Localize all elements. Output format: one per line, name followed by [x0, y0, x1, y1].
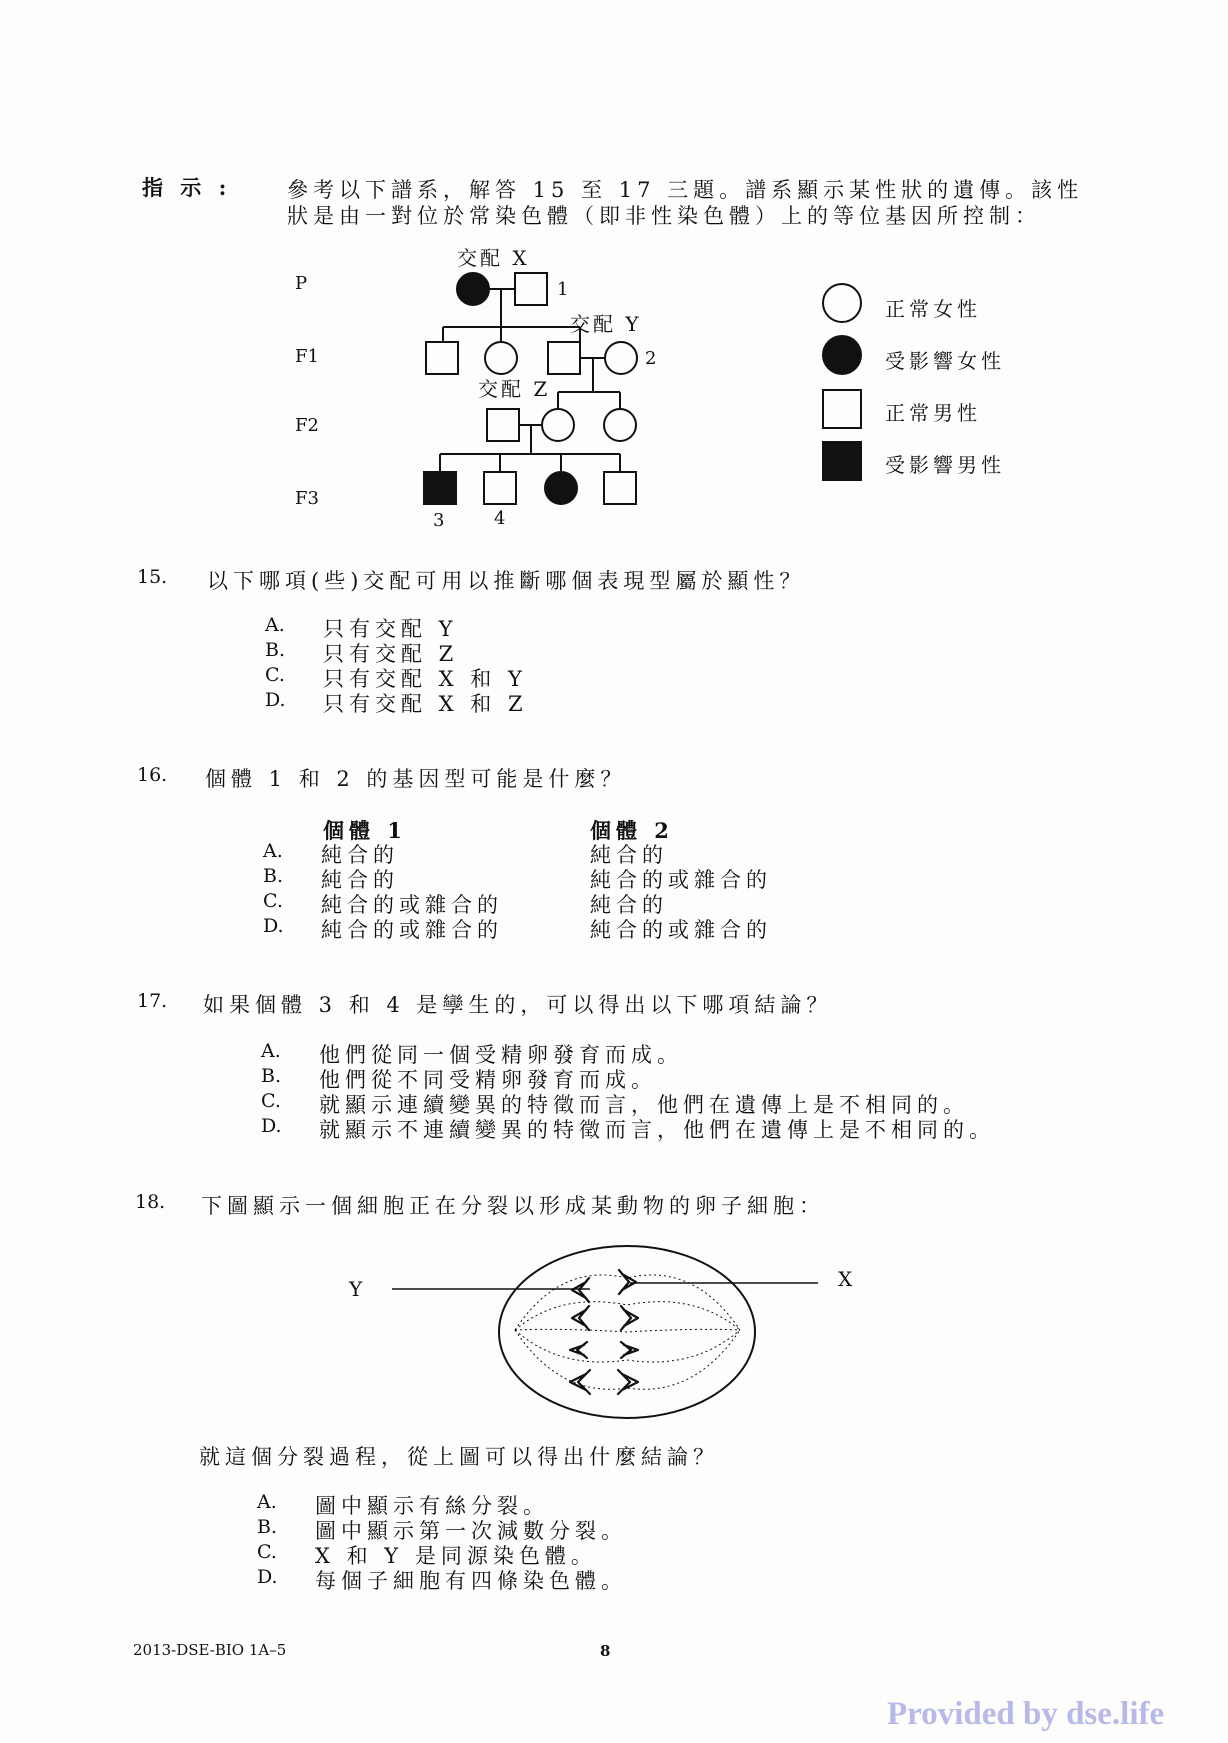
chromosome — [618, 1370, 638, 1394]
instruction-line-1: 參考以下譜系，解答 15 至 17 三題。譜系顯示某性狀的遺傳。該性 — [287, 178, 1084, 202]
q16-option-a-letter: A. — [263, 840, 283, 862]
q17-option-c: 就顯示連續變異的特徵而言，他們在遺傳上是不相同的。 — [319, 1093, 969, 1117]
chromosome — [570, 1342, 587, 1358]
q16-option-d-letter: D. — [263, 915, 284, 937]
chromosome — [621, 1342, 638, 1358]
q16-col1-header: 個體 1 — [323, 818, 407, 843]
legend-normal-female-symbol — [823, 284, 861, 322]
q15-option-b-letter: B. — [265, 639, 286, 661]
legend-normal-male-symbol — [823, 390, 861, 428]
q18-option-d-letter: D. — [257, 1566, 278, 1588]
q15-option-a-letter: A. — [265, 614, 285, 636]
q15-text: 以下哪項(些)交配可用以推斷哪個表現型屬於顯性？ — [207, 569, 806, 593]
f3-affected-female — [545, 472, 577, 504]
f2-normal-female-mating-z — [542, 409, 574, 441]
q18-option-d: 每個子細胞有四條染色體。 — [315, 1569, 627, 1593]
label-y: Y — [349, 1277, 363, 1301]
q17-text: 如果個體 3 和 4 是孿生的，可以得出以下哪項結論？ — [203, 993, 833, 1017]
f1-individual-2-normal-female — [605, 342, 637, 374]
f2-normal-male-mating-z — [487, 409, 519, 441]
instruction-line-2: 狀是由一對位於常染色體（即非性染色體）上的等位基因所控制： — [287, 204, 1041, 228]
q17-option-b-letter: B. — [261, 1065, 282, 1087]
q15-option-a: 只有交配 Y — [323, 617, 458, 641]
mating-x-label: 交配 X — [457, 246, 530, 270]
q17-option-b: 他們從不同受精卵發育而成。 — [319, 1068, 657, 1092]
generation-f2: F2 — [295, 415, 319, 436]
chromosomes — [570, 1270, 638, 1394]
chromosome — [621, 1306, 638, 1330]
q16-number: 16. — [137, 764, 168, 786]
individual-2-label: 2 — [645, 348, 657, 369]
spindle-fibres — [515, 1275, 740, 1389]
f1-normal-male — [426, 342, 458, 374]
f1-normal-male-mating-y — [548, 342, 580, 374]
q16-option-d-col2: 純合的或雜合的 — [590, 918, 772, 942]
q18-option-b-letter: B. — [257, 1516, 278, 1538]
chromosome — [570, 1370, 590, 1394]
chromosome — [572, 1306, 589, 1330]
label-x: X — [838, 1267, 853, 1291]
p-affected-female — [457, 273, 489, 305]
legend-affected-male-label: 受影響男性 — [885, 453, 1005, 477]
q15-number: 15. — [137, 566, 168, 588]
q15-option-c-letter: C. — [265, 664, 285, 686]
q16-option-b-col2: 純合的或雜合的 — [590, 868, 772, 892]
f3-individual-4-normal-male — [484, 472, 516, 504]
q17-number: 17. — [137, 990, 168, 1012]
q15-option-b: 只有交配 Z — [323, 642, 459, 666]
q18-option-a-letter: A. — [257, 1491, 277, 1513]
chromosome-y — [572, 1278, 589, 1302]
q16-option-b-letter: B. — [263, 865, 284, 887]
q15-option-d-letter: D. — [265, 689, 286, 711]
generation-f1: F1 — [295, 346, 319, 367]
q17-option-c-letter: C. — [261, 1090, 281, 1112]
q17-option-d-letter: D. — [261, 1115, 282, 1137]
generation-f3: F3 — [295, 488, 319, 509]
p-individual-1-normal-male — [515, 273, 547, 305]
watermark: Provided by dse.life — [887, 1696, 1165, 1732]
q18-option-c: X 和 Y 是同源染色體。 — [315, 1544, 597, 1568]
legend-affected-female-symbol — [823, 336, 861, 374]
q16-option-c-letter: C. — [263, 890, 283, 912]
cell-membrane — [499, 1246, 755, 1418]
q17-option-d: 就顯示不連續變異的特徵而言，他們在遺傳上是不相同的。 — [319, 1118, 995, 1142]
exam-code: 2013-DSE-BIO 1A–5 — [133, 1641, 287, 1659]
f3-normal-male — [604, 472, 636, 504]
f2-normal-female — [604, 409, 636, 441]
page-number: 8 — [600, 1642, 611, 1660]
q16-text: 個體 1 和 2 的基因型可能是什麼？ — [205, 767, 627, 791]
q16-option-a-col2: 純合的 — [590, 843, 668, 867]
pedigree-diagram — [0, 0, 1228, 560]
q15-option-d: 只有交配 X 和 Z — [323, 692, 528, 716]
legend-normal-male-label: 正常男性 — [885, 401, 981, 425]
individual-4-label: 4 — [494, 508, 506, 529]
q18-number: 18. — [135, 1191, 166, 1213]
mating-z-label: 交配 Z — [478, 377, 551, 401]
generation-p: P — [295, 273, 308, 294]
q18-option-a: 圖中顯示有絲分裂。 — [315, 1494, 549, 1518]
q17-option-a-letter: A. — [261, 1040, 281, 1062]
q16-option-a-col1: 純合的 — [321, 843, 399, 867]
legend-normal-female-label: 正常女性 — [885, 297, 981, 321]
q16-option-c-col2: 純合的 — [590, 893, 668, 917]
individual-3-label: 3 — [433, 510, 445, 531]
q18-text: 下圖顯示一個細胞正在分裂以形成某動物的卵子細胞： — [201, 1194, 825, 1218]
q18-option-c-letter: C. — [257, 1541, 277, 1563]
mating-y-label: 交配 Y — [570, 312, 642, 336]
f3-individual-3-affected-male — [424, 472, 456, 504]
q16-option-b-col1: 純合的 — [321, 868, 399, 892]
cell-division-diagram — [0, 1220, 1228, 1430]
f1-normal-female — [485, 342, 517, 374]
q15-option-c: 只有交配 X 和 Y — [323, 667, 527, 691]
q18-option-b: 圖中顯示第一次減數分裂。 — [315, 1519, 627, 1543]
q16-col2-header: 個體 2 — [590, 818, 674, 843]
instruction-label: 指 示 : — [142, 175, 232, 200]
chromosome-x — [619, 1270, 636, 1294]
individual-1-label: 1 — [557, 279, 569, 300]
legend-affected-male-symbol — [823, 442, 861, 480]
q17-option-a: 他們從同一個受精卵發育而成。 — [319, 1043, 683, 1067]
legend-affected-female-label: 受影響女性 — [885, 349, 1005, 373]
q16-option-c-col1: 純合的或雜合的 — [321, 893, 503, 917]
q18-question: 就這個分裂過程，從上圖可以得出什麼結論？ — [199, 1445, 719, 1469]
q16-option-d-col1: 純合的或雜合的 — [321, 918, 503, 942]
